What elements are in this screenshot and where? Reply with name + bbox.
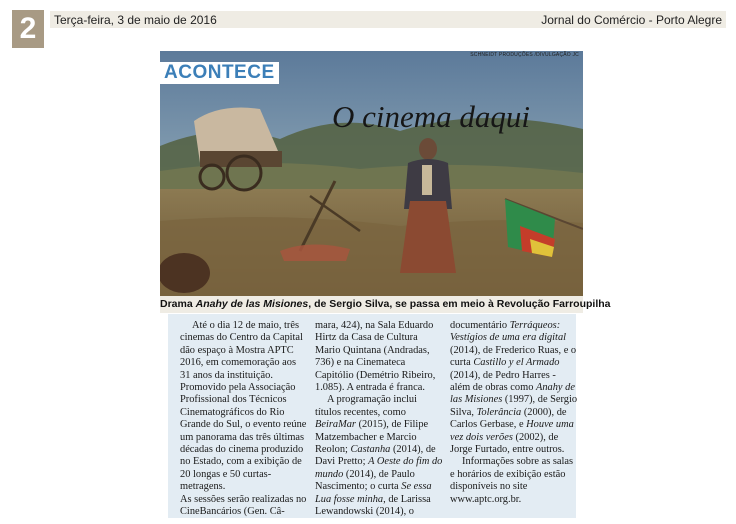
article-column-3 [450,320,578,506]
article-column-2 [315,320,443,519]
article-headline: O cinema daqui [332,99,531,134]
caption-suffix: , de Sergio Silva, se passa em meio à Revolução Farroupilha [308,298,611,310]
page-number: 2 [12,10,44,48]
film-still-photo [160,51,583,296]
section-tag: ACONTECE [160,62,279,84]
caption-film-title: Anahy de las Misiones [195,298,309,310]
photo-caption [160,296,611,313]
article-paragraph: As sessões serão realizadas no CineBancários (Gen. Câ- [180,493,307,518]
film-still-image [160,51,583,296]
caption-prefix: Drama [160,298,196,310]
issue-date: Terça-feira, 3 de maio de 2016 [54,12,217,27]
article-paragraph: mara, 424), na Sala Eduardo Hirtz da Casa de Cultura Mario Quintana (Andradas, 736) e na Cinemateca Capitólio (Demétrio Ribeiro, 1.085). A entrada é franca. [315,320,436,394]
article-paragraph: documentário Terráqueos: Vestígios de uma era digital (2014), de Frederico Ruas, e o curta Castillo y el Armado (2014), de Pedro Harres - além de obras como Anahy de las Misiones (1997), de Sergio Silva, Tolerância (2000), de Carlos Gerbase, e Houve uma vez dois verões (2002), de Jorge Furtado, entre outros. [450,320,578,456]
article-column-1 [180,320,308,519]
article-paragraph: Até o dia 12 de maio, três cinemas do Centro da Capital dão espaço à Mostra APTC 2016, em comemoração aos 31 anos da instituição. Promovido pela Associação Profissional dos Técnicos Cinematográficos do Rio Grande do Sul, o evento reúne um panorama das três últimas décadas do cinema produzido no Estado, com a exibição de 20 longas e 50 curtas-metragens. [180,320,307,493]
photo-credit: SCHNEIDT PRODUÇÕES /DIVULGAÇÃO JC [470,52,579,58]
publication-name: Jornal do Comércio - Porto Alegre [541,12,722,27]
page-header [50,11,726,28]
article-paragraph: Informações sobre as salas e horários de exibição estão disponíveis no site www.aptc.org.br. [450,456,574,505]
article-paragraph: A programação inclui títulos recentes, como BeiraMar (2015), de Filipe Matzembacher e Marcio Reolon; Castanha (2014), de Davi Pretto; A Oeste do fim do mundo (2014), de Paulo Nascimento; o curta Se essa Lua fosse minha, de Larissa Lewandowski (2014), o [315,394,443,518]
